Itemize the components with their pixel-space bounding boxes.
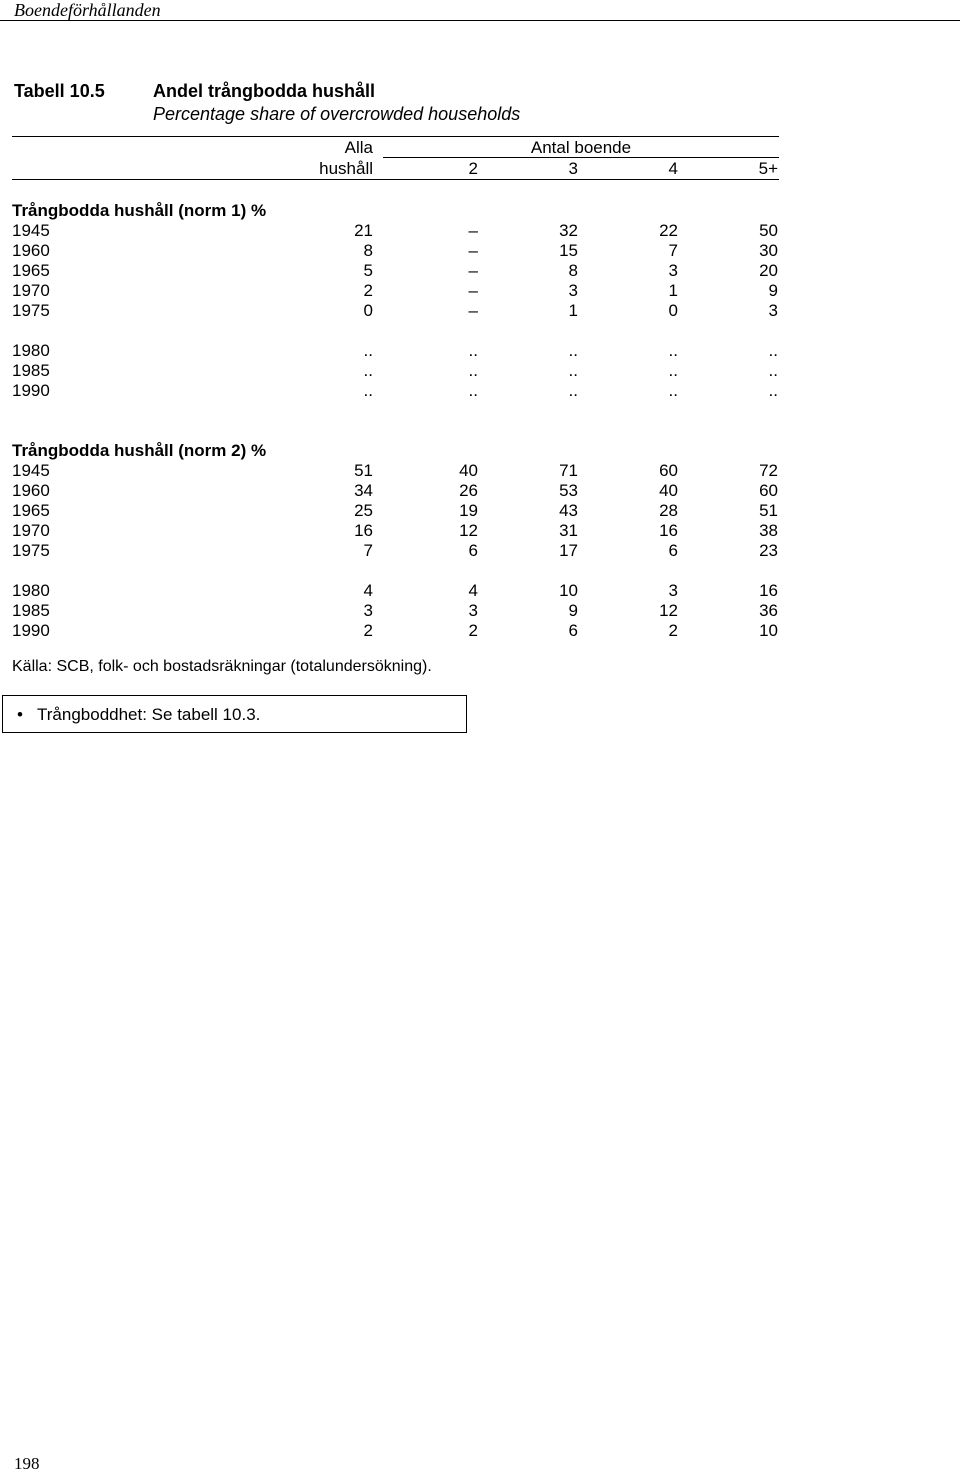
cell-three: 10 — [559, 581, 578, 600]
cell-two: 6 — [468, 541, 478, 560]
cell-alla: 21 — [354, 221, 373, 240]
definition-note-box — [2, 695, 467, 733]
cell-five-plus: 72 — [759, 461, 778, 480]
cell-year: 1965 — [12, 261, 50, 280]
cell-year: 1965 — [12, 501, 50, 520]
cell-two: 40 — [459, 461, 478, 480]
col-header-5plus: 5+ — [758, 159, 778, 178]
table-subtitle: Percentage share of overcrowded households — [153, 104, 521, 124]
cell-five-plus: .. — [768, 341, 778, 360]
table-label: Tabell 10.5 — [14, 81, 105, 101]
cell-four: 0 — [668, 301, 678, 320]
cell-four: .. — [668, 341, 678, 360]
cell-year: 1980 — [12, 341, 50, 360]
source-note: Källa: SCB, folk- och bostadsräkningar (totalundersökning). — [12, 658, 432, 675]
cell-three: 32 — [559, 221, 578, 240]
cell-three: 6 — [568, 621, 578, 640]
col-header-4: 4 — [668, 159, 678, 178]
cell-five-plus: 16 — [759, 581, 778, 600]
cell-year: 1975 — [12, 301, 50, 320]
cell-year: 1975 — [12, 541, 50, 560]
cell-three: .. — [568, 381, 578, 400]
cell-alla: .. — [363, 361, 373, 380]
cell-four: 60 — [659, 461, 678, 480]
cell-year: 1980 — [12, 581, 50, 600]
cell-four: 6 — [668, 541, 678, 560]
cell-three: 1 — [568, 301, 578, 320]
cell-three: .. — [568, 361, 578, 380]
cell-year: 1945 — [12, 221, 50, 240]
cell-three: 9 — [568, 601, 578, 620]
definition-note-text: Trångboddhet: Se tabell 10.3. — [37, 705, 261, 724]
cell-two: 2 — [468, 621, 478, 640]
table-title: Andel trångbodda hushåll — [153, 81, 376, 101]
cell-four: 7 — [668, 241, 678, 260]
page-number: 198 — [14, 1454, 40, 1473]
cell-alla: 3 — [363, 601, 373, 620]
cell-five-plus: 30 — [759, 241, 778, 260]
cell-alla: 2 — [363, 281, 373, 300]
col-header-alla: Alla — [344, 138, 373, 157]
cell-five-plus: 23 — [759, 541, 778, 560]
cell-year: 1970 — [12, 521, 50, 540]
column-header-rule — [12, 179, 779, 180]
cell-four: 12 — [659, 601, 678, 620]
cell-three: 31 — [559, 521, 578, 540]
cell-year: 1945 — [12, 461, 50, 480]
cell-alla: 4 — [363, 581, 373, 600]
cell-three: 53 — [559, 481, 578, 500]
cell-three: .. — [568, 341, 578, 360]
cell-year: 1985 — [12, 361, 50, 380]
cell-five-plus: 9 — [768, 281, 778, 300]
cell-two: 4 — [468, 581, 478, 600]
cell-year: 1990 — [12, 621, 50, 640]
cell-alla: .. — [363, 381, 373, 400]
cell-two: – — [468, 241, 478, 260]
cell-two: .. — [468, 361, 478, 380]
cell-two: – — [468, 281, 478, 300]
cell-alla: 16 — [354, 521, 373, 540]
cell-alla: 51 — [354, 461, 373, 480]
cell-five-plus: 10 — [759, 621, 778, 640]
cell-two: 19 — [459, 501, 478, 520]
col-header-hushall: hushåll — [319, 159, 373, 178]
cell-two: 3 — [468, 601, 478, 620]
cell-five-plus: .. — [768, 381, 778, 400]
cell-four: 2 — [668, 621, 678, 640]
cell-alla: 2 — [363, 621, 373, 640]
cell-four: 3 — [668, 581, 678, 600]
cell-two: .. — [468, 381, 478, 400]
cell-alla: .. — [363, 341, 373, 360]
col-header-2: 2 — [468, 159, 478, 178]
cell-four: .. — [668, 361, 678, 380]
cell-two: .. — [468, 341, 478, 360]
cell-four: 40 — [659, 481, 678, 500]
cell-alla: 5 — [363, 261, 373, 280]
bullet-icon: • — [17, 705, 23, 724]
cell-year: 1990 — [12, 381, 50, 400]
cell-year: 1970 — [12, 281, 50, 300]
cell-three: 3 — [568, 281, 578, 300]
cell-alla: 0 — [363, 301, 373, 320]
cell-five-plus: 20 — [759, 261, 778, 280]
cell-three: 15 — [559, 241, 578, 260]
running-head: Boendeförhållanden — [14, 0, 161, 20]
cell-two: – — [468, 261, 478, 280]
cell-alla: 25 — [354, 501, 373, 520]
cell-five-plus: 38 — [759, 521, 778, 540]
cell-four: 22 — [659, 221, 678, 240]
cell-four: 1 — [668, 281, 678, 300]
cell-two: – — [468, 301, 478, 320]
section-heading-norm2: Trångbodda hushåll (norm 2) % — [12, 441, 267, 460]
cell-three: 8 — [568, 261, 578, 280]
cell-two: 26 — [459, 481, 478, 500]
header-rule — [0, 20, 960, 21]
cell-alla: 8 — [363, 241, 373, 260]
cell-alla: 7 — [363, 541, 373, 560]
cell-four: 28 — [659, 501, 678, 520]
cell-five-plus: 50 — [759, 221, 778, 240]
cell-four: 3 — [668, 261, 678, 280]
cell-four: 16 — [659, 521, 678, 540]
cell-two: 12 — [459, 521, 478, 540]
cell-three: 71 — [559, 461, 578, 480]
cell-three: 17 — [559, 541, 578, 560]
table-top-rule — [12, 136, 779, 137]
cell-five-plus: .. — [768, 361, 778, 380]
cell-two: – — [468, 221, 478, 240]
cell-alla: 34 — [354, 481, 373, 500]
cell-four: .. — [668, 381, 678, 400]
cell-five-plus: 36 — [759, 601, 778, 620]
col-header-group: Antal boende — [530, 138, 632, 157]
cell-five-plus: 3 — [768, 301, 778, 320]
cell-three: 43 — [559, 501, 578, 520]
cell-five-plus: 60 — [759, 481, 778, 500]
col-header-3: 3 — [568, 159, 578, 178]
cell-five-plus: 51 — [759, 501, 778, 520]
cell-year: 1960 — [12, 241, 50, 260]
cell-year: 1985 — [12, 601, 50, 620]
section-heading-norm1: Trångbodda hushåll (norm 1) % — [12, 201, 267, 220]
cell-year: 1960 — [12, 481, 50, 500]
